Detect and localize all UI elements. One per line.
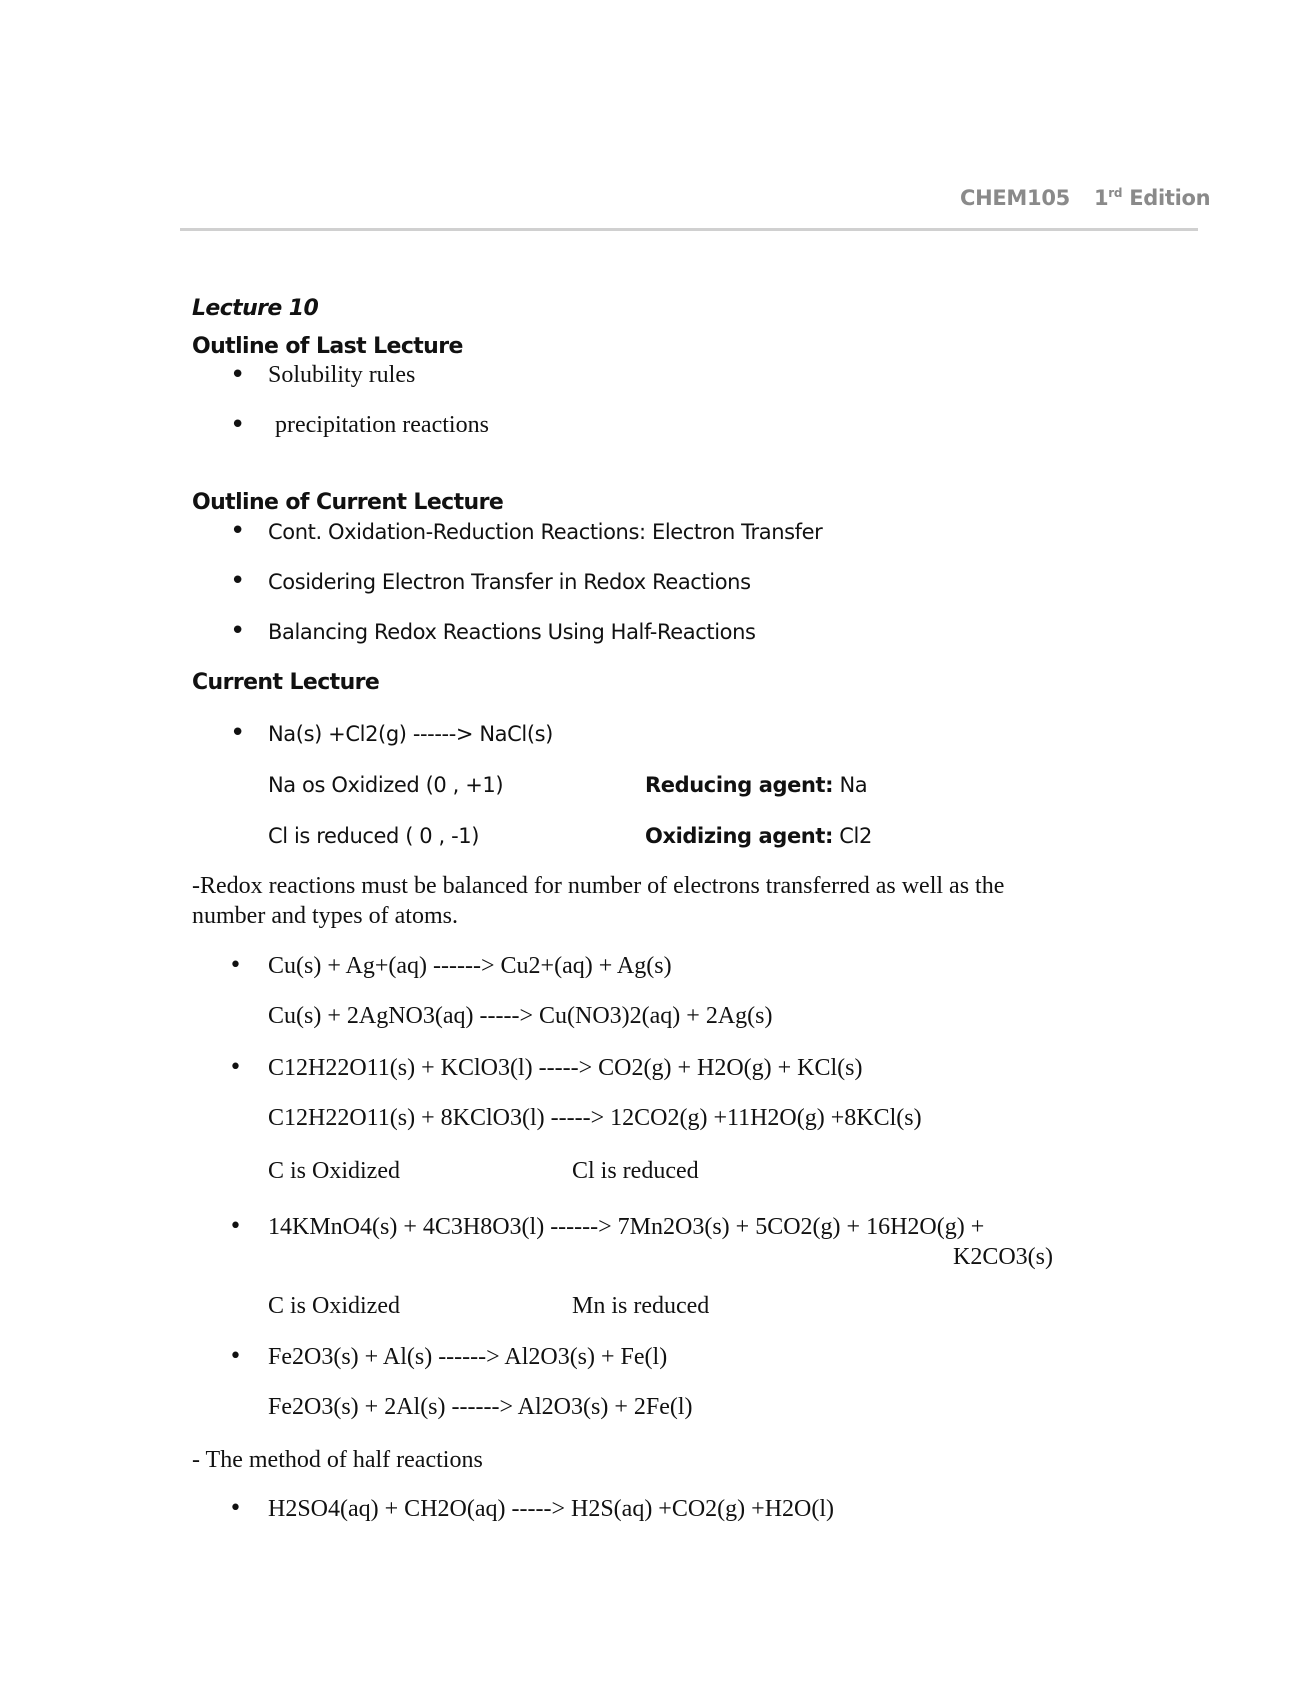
bullet-icon: • [230,566,246,596]
bullet-icon: • [229,1055,242,1080]
bullet-icon: • [230,516,246,546]
reducing-agent-label: Reducing agent: [645,773,834,797]
oxidized-label: C is Oxidized [268,1293,400,1319]
reducing-agent-line [645,773,867,797]
bullet-icon: • [230,360,246,390]
bullet-icon: • [230,616,246,646]
reduced-statement: Cl is reduced ( 0 , -1) [268,824,480,848]
last-outline-heading: Outline of Last Lecture [192,334,463,359]
header-divider [180,228,1198,231]
reduced-label: Mn is reduced [572,1293,710,1319]
course-code: CHEM105 [960,186,1070,210]
reaction-sucrose-balanced: C12H22O11(s) + 8KClO3(l) -----> 12CO2(g) +11H2O(g) +8KCl(s) [268,1105,922,1131]
lecture-title: Lecture 10 [192,296,319,321]
oxidizing-agent-label: Oxidizing agent: [645,824,833,848]
reducing-agent-value: Na [833,773,868,797]
reaction-h2so4: H2SO4(aq) + CH2O(aq) -----> H2S(aq) +CO2(g) +H2O(l) [268,1496,835,1522]
current-outline-item: Balancing Redox Reactions Using Half-Reactions [268,620,756,644]
last-outline-item: precipitation reactions [275,412,489,438]
edition-suffix: rd [1108,186,1123,200]
bullet-icon: • [229,1496,242,1521]
reaction-thermite-balanced: Fe2O3(s) + 2Al(s) ------> Al2O3(s) + 2Fe(l) [268,1394,693,1420]
reaction-cu-ag: Cu(s) + Ag+(aq) ------> Cu2+(aq) + Ag(s) [268,953,672,979]
oxidized-label: C is Oxidized [268,1158,400,1184]
edition-word: Edition [1129,186,1211,210]
oxidizing-agent-line [645,824,872,848]
bullet-icon: • [229,953,242,978]
reduced-label: Cl is reduced [572,1158,699,1184]
page-header [960,186,1210,210]
current-outline-heading: Outline of Current Lecture [192,490,504,515]
oxidizing-agent-value: Cl2 [832,824,872,848]
oxidized-statement: Na os Oxidized (0 , +1) [268,773,504,797]
reaction-kmno4-cont: K2CO3(s) [953,1244,1053,1270]
current-outline-item: Cosidering Electron Transfer in Redox Reactions [268,570,751,594]
reaction-na-cl: Na(s) +Cl2(g) ------> NaCl(s) [268,722,553,746]
bullet-icon: • [230,718,246,748]
redox-note-line2: number and types of atoms. [192,903,458,929]
redox-note-line1: -Redox reactions must be balanced for number of electrons transferred as well as the [192,873,1005,899]
current-outline-item: Cont. Oxidation-Reduction Reactions: Electron Transfer [268,520,823,544]
reaction-cu-ag-balanced: Cu(s) + 2AgNO3(aq) -----> Cu(NO3)2(aq) + 2Ag(s) [268,1003,773,1029]
bullet-icon: • [230,410,246,440]
reaction-kmno4: 14KMnO4(s) + 4C3H8O3(l) ------> 7Mn2O3(s) + 5CO2(g) + 16H2O(g) + [268,1214,985,1240]
edition-number: 1 [1093,186,1109,210]
current-lecture-heading: Current Lecture [192,670,380,695]
bullet-icon: • [229,1344,242,1369]
bullet-icon: • [229,1214,242,1239]
last-outline-item: Solubility rules [268,362,416,388]
half-reaction-note: - The method of half reactions [192,1447,483,1473]
reaction-thermite: Fe2O3(s) + Al(s) ------> Al2O3(s) + Fe(l) [268,1344,668,1370]
reaction-sucrose: C12H22O11(s) + KClO3(l) -----> CO2(g) + H2O(g) + KCl(s) [268,1055,863,1081]
